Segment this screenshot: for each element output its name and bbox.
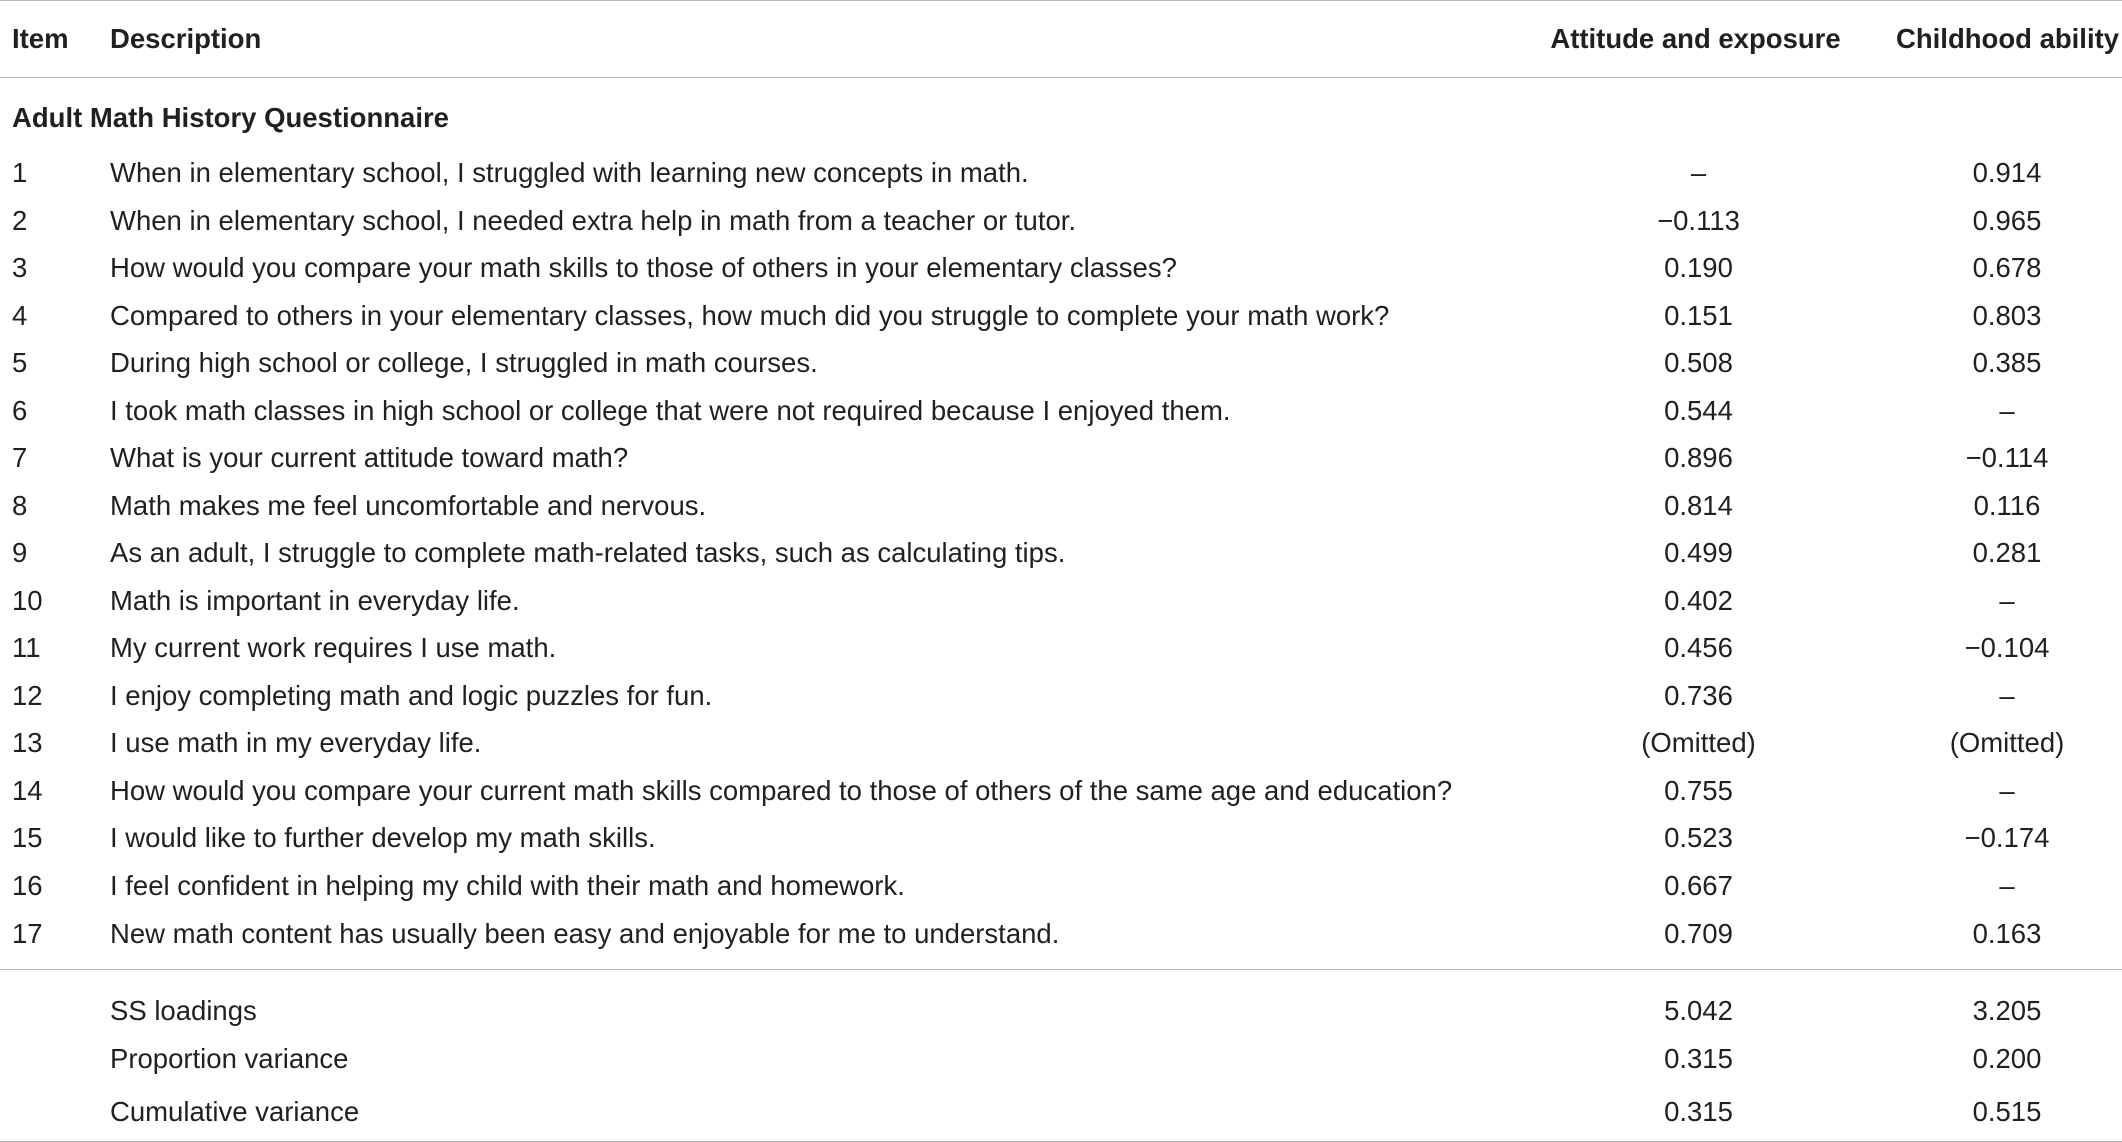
attitude-exposure-value: 0.523 [1664, 822, 1733, 854]
summary-childhood-value: 3.205 [1874, 970, 2122, 1036]
childhood-ability-value: – [1999, 394, 2015, 426]
table-row [0, 767, 2122, 815]
table-row [0, 435, 2122, 483]
summary-label: SS loadings [110, 970, 1517, 1036]
item-number: 17 [12, 918, 43, 950]
header-childhood-ability: Childhood ability [1874, 1, 2122, 78]
table-row [0, 197, 2122, 245]
header-row [0, 1, 2122, 78]
childhood-ability-value: (Omitted) [1949, 727, 2065, 759]
item-number: 8 [12, 489, 28, 521]
attitude-exposure-value: 0.508 [1664, 347, 1733, 379]
item-description: I use math in my everyday life. [110, 727, 482, 759]
childhood-ability-value: 0.678 [1972, 252, 2042, 284]
attitude-exposure-value: 0.709 [1664, 918, 1733, 950]
item-number: 16 [12, 869, 43, 901]
summary-empty-cell [0, 1083, 110, 1141]
childhood-ability-value: 0.163 [1972, 918, 2042, 950]
childhood-ability-value: −0.114 [1965, 442, 2049, 474]
item-number: 2 [12, 204, 28, 236]
item-number: 6 [12, 394, 28, 426]
attitude-exposure-value: −0.113 [1657, 204, 1740, 236]
item-description: When in elementary school, I struggled with learning new concepts in math. [110, 157, 1029, 189]
attitude-exposure-value: 0.151 [1664, 299, 1733, 331]
item-number: 14 [12, 774, 43, 806]
childhood-ability-value: – [1999, 584, 2015, 616]
attitude-exposure-value: 0.667 [1664, 869, 1733, 901]
attitude-exposure-value: 0.499 [1664, 537, 1733, 569]
childhood-ability-value: 0.385 [1972, 347, 2042, 379]
item-number: 13 [12, 727, 43, 759]
attitude-exposure-value: 0.755 [1664, 774, 1733, 806]
summary-attitude-value: 0.315 [1517, 1083, 1874, 1141]
table-row [0, 672, 2122, 720]
header-attitude-exposure: Attitude and exposure [1517, 1, 1874, 78]
item-number: 10 [12, 584, 43, 616]
item-description: Compared to others in your elementary classes, how much did you struggle to complete your math work? [110, 299, 1390, 331]
item-description: As an adult, I struggle to complete math-related tasks, such as calculating tips. [110, 537, 1066, 569]
childhood-ability-value: 0.281 [1972, 537, 2042, 569]
attitude-exposure-value: 0.456 [1664, 632, 1733, 664]
table-header [0, 1, 2122, 78]
header-item: Item [0, 1, 110, 78]
item-number: 3 [12, 252, 28, 284]
item-description: Math makes me feel uncomfortable and nervous. [110, 489, 707, 521]
attitude-exposure-value: 0.896 [1664, 442, 1733, 474]
header-description: Description [110, 1, 1517, 78]
table-row [0, 150, 2122, 198]
attitude-exposure-value: 0.736 [1664, 679, 1733, 711]
item-description: During high school or college, I struggled in math courses. [110, 347, 818, 379]
attitude-exposure-value: 0.814 [1664, 489, 1733, 521]
item-description: Math is important in everyday life. [110, 584, 520, 616]
item-description: What is your current attitude toward math? [110, 442, 629, 474]
attitude-exposure-value: (Omitted) [1641, 727, 1756, 759]
summary-label: Cumulative variance [110, 1083, 1517, 1141]
table-row [0, 482, 2122, 530]
item-description: My current work requires I use math. [110, 632, 557, 664]
summary-childhood-value: 0.200 [1972, 1043, 2042, 1075]
table-row [0, 910, 2122, 970]
attitude-exposure-value: – [1690, 157, 1707, 189]
item-description: I feel confident in helping my child with their math and homework. [110, 869, 905, 901]
attitude-exposure-value: 0.190 [1664, 252, 1733, 284]
section-title: Adult Math History Questionnaire [12, 101, 449, 133]
childhood-ability-value: 0.914 [1972, 157, 2042, 189]
childhood-ability-value: 0.803 [1972, 299, 2042, 331]
childhood-ability-value: – [1999, 869, 2015, 901]
summary-body [0, 970, 2122, 1142]
attitude-exposure-value: 0.544 [1664, 394, 1733, 426]
item-description: When in elementary school, I needed extra help in math from a teacher or tutor. [110, 204, 1077, 236]
item-description: How would you compare your math skills to those of others in your elementary classes? [110, 252, 1177, 284]
item-description: How would you compare your current math skills compared to those of others of the same age and education? [110, 774, 1453, 806]
item-description: I enjoy completing math and logic puzzles for fun. [110, 679, 713, 711]
attitude-exposure-value: 0.402 [1664, 584, 1733, 616]
item-number: 7 [12, 442, 28, 474]
item-number: 5 [12, 347, 28, 379]
items-body [0, 150, 2122, 970]
table-row [0, 815, 2122, 863]
childhood-ability-value: −0.174 [1964, 822, 2050, 854]
childhood-ability-value: – [1999, 774, 2015, 806]
summary-attitude-value: 5.042 [1517, 970, 1874, 1036]
table-row [0, 720, 2122, 768]
table-row [0, 245, 2122, 293]
summary-row [0, 1083, 2122, 1141]
table-row [0, 340, 2122, 388]
summary-row [0, 970, 2122, 1036]
summary-row [0, 1036, 2122, 1084]
item-number: 4 [12, 299, 28, 331]
item-number: 9 [12, 537, 28, 569]
item-number: 12 [12, 679, 43, 711]
summary-childhood-value: 0.515 [1874, 1083, 2122, 1141]
summary-attitude-value: 0.315 [1664, 1043, 1733, 1075]
item-number: 11 [12, 632, 41, 664]
item-description: New math content has usually been easy and enjoyable for me to understand. [110, 918, 1060, 950]
childhood-ability-value: 0.116 [1973, 489, 2041, 521]
summary-label: Proportion variance [110, 1043, 349, 1075]
item-description: I took math classes in high school or college that were not required because I enjoyed them. [110, 394, 1231, 426]
table-row [0, 530, 2122, 578]
childhood-ability-value: 0.965 [1972, 204, 2042, 236]
item-description: I would like to further develop my math skills. [110, 822, 656, 854]
childhood-ability-value: −0.104 [1964, 632, 2050, 664]
table-row [0, 625, 2122, 673]
table-row [0, 577, 2122, 625]
section-body [0, 78, 2122, 150]
item-number: 15 [12, 822, 43, 854]
summary-empty-cell [0, 1036, 110, 1084]
section-row [0, 78, 2122, 150]
table-row [0, 387, 2122, 435]
childhood-ability-value: – [1999, 679, 2015, 711]
table-row [0, 862, 2122, 910]
table-row [0, 292, 2122, 340]
summary-empty-cell [0, 970, 110, 1036]
item-number: 1 [12, 157, 28, 189]
